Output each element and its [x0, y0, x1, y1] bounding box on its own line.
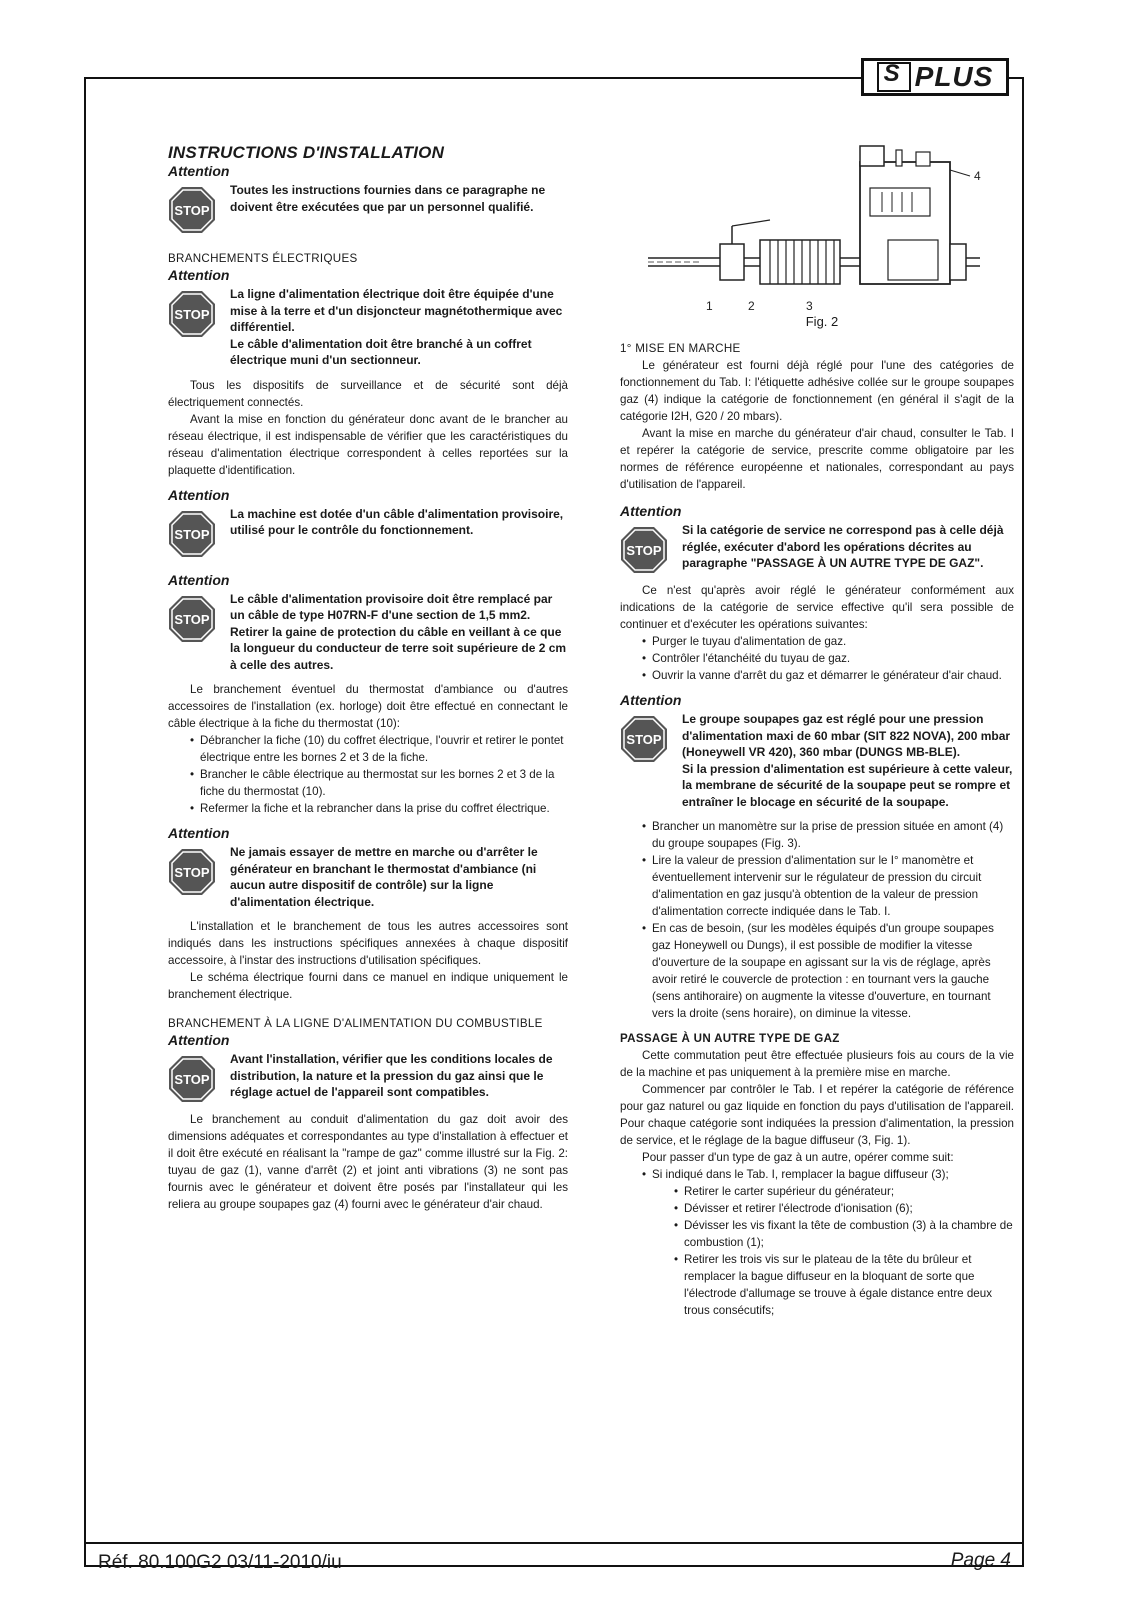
section-heading: BRANCHEMENT À LA LIGNE D'ALIMENTATION DU COMBUSTIBLE	[168, 1017, 543, 1030]
brand-icon	[877, 62, 911, 92]
warning-paragraph: Si la pression d'alimentation est supérieure à cette valeur, la membrane de sécurité de la soupape peut se rompre et entraîner le blocage en sécurité de la soupape.	[682, 761, 1013, 809]
body-paragraph: Avant la mise en marche du générateur d'air chaud, consulter le Tab. I et repérer la catégorie de service, prescrite comme obligatoire par les normes de référence européenne et nationales, correspondant au pays d'utilisation de l'appareil.	[620, 427, 1014, 491]
left-column	[168, 144, 568, 1213]
figure-label: 1	[706, 299, 713, 313]
attention-heading: Attention	[620, 503, 682, 519]
warning-block	[620, 522, 1014, 574]
list-item: • Brancher un manomètre sur la prise de pression située en amont (4) du groupe soupapes (Fig. 3).	[642, 818, 1014, 852]
body-paragraph: Tous les dispositifs de surveillance et de sécurité sont déjà électriquement connectés.	[168, 378, 568, 409]
list-item: • Dévisser et retirer l'électrode d'ionisation (6);	[674, 1200, 1014, 1217]
right-column	[620, 140, 1014, 1319]
list-item: • Contrôler l'étanchéité du tuyau de gaz.	[642, 650, 1014, 667]
list-item: • Brancher le câble électrique au thermostat sur les bornes 2 et 3 de la fiche du thermostat (10).	[190, 766, 568, 800]
stop-icon	[620, 715, 668, 763]
bullet-list	[620, 818, 1014, 1022]
section-heading: PASSAGE À UN AUTRE TYPE DE GAZ	[620, 1032, 840, 1045]
attention-heading: Attention	[620, 692, 682, 708]
bullet-list	[620, 633, 1014, 684]
body-paragraph: Le schéma électrique fourni dans ce manuel en indique uniquement le branchement électrique.	[168, 971, 568, 1001]
page-number: Page 4	[950, 1550, 1011, 1571]
body-paragraph: Ce n'est qu'après avoir réglé le générateur conformément aux indications de la catégorie de service effective qu'il sera possible de continuer et d'exécuter les opérations suivantes:	[620, 584, 1014, 631]
body-paragraph: Pour passer d'un type de gaz à un autre, opérer comme suit:	[642, 1151, 954, 1164]
warning-block	[168, 1051, 568, 1103]
section-heading: BRANCHEMENTS ÉLECTRIQUES	[168, 252, 358, 265]
body-paragraph: Le branchement au conduit d'alimentation du gaz doit avoir des dimensions adéquates et correspondantes au type d'installation à effectuer et il doit être exécuté en réalisant la "rampe de gaz" comme illustré sur la Fig. 2: tuyau de gaz (1), vanne d'arrêt (2) et joint anti vibrations (3) ne sont pas fournis avec le générateur et doivent être posés par l'installateur qui les reliera au groupe soupapes gaz (4) fourni avec le générateur d'air chaud.	[168, 1113, 568, 1211]
warning-block	[168, 591, 568, 674]
warning-paragraph: La ligne d'alimentation électrique doit être équipée d'une mise à la terre et d'un disjoncteur magnétothermique avec différentiel.	[230, 287, 563, 334]
warning-block	[168, 506, 568, 558]
stop-icon	[168, 1055, 216, 1103]
warning-text	[682, 711, 1014, 810]
stop-icon	[168, 848, 216, 896]
figure-gas-ramp	[620, 140, 1014, 325]
list-item: • Si indiqué dans le Tab. I, remplacer la bague diffuseur (3);	[642, 1166, 1014, 1183]
figure-label: 4	[974, 169, 981, 183]
footer-divider	[84, 1542, 1024, 1544]
body-paragraph: Le générateur est fourni déjà réglé pour l'une des catégories de fonctionnement du Tab. I: l'étiquette adhésive collée sur le groupe soupapes gaz (4) indique la catégorie de fonctionnement (en général il s'agit de la catégorie I2H, G20 / 20 mbars).	[620, 359, 1014, 423]
body-paragraph: Cette commutation peut être effectuée plusieurs fois au cours de la vie de la machine et pas uniquement à la première mise en marche.	[620, 1049, 1014, 1079]
attention-heading: Attention	[168, 1032, 230, 1048]
list-item: • Refermer la fiche et la rebrancher dans la prise du coffret électrique.	[190, 800, 568, 817]
body-paragraph: Avant la mise en fonction du générateur donc avant de le brancher au réseau électrique, il est indispensable de vérifier que les caractéristiques du réseau d'alimentation électrique correspondent à celles reportées sur la plaquette d'identification.	[168, 412, 568, 477]
warning-paragraph: Le câble d'alimentation doit être branché à un coffret électrique muni d'un sectionneur.	[230, 336, 532, 367]
brand-logo	[861, 58, 1009, 96]
figure-label: 3	[806, 299, 813, 313]
list-item: • Retirer les trois vis sur le plateau de la tête du brûleur et remplacer la bague diffuseur en la bloquant de sorte que l'électrode d'allumage se trouve à égale distance entre deux trous consécutifs;	[674, 1251, 1014, 1319]
warning-block	[168, 844, 568, 910]
body-paragraph: L'installation et le branchement de tous les autres accessoires sont indiqués dans les instructions spécifiques annexées à chaque dispositif accessoire, à l'instar des instructions d'utilisation spécifiques.	[168, 920, 568, 967]
warning-text: Si la catégorie de service ne correspond pas à celle déjà réglée, exécuter d'abord les opérations décrites au paragraphe "PASSAGE À UN AUTRE TYPE DE GAZ".	[682, 523, 1004, 570]
warning-block	[168, 182, 568, 234]
warning-text	[230, 286, 568, 369]
figure-label: 2	[748, 299, 755, 313]
page-title: INSTRUCTIONS D'INSTALLATION	[168, 143, 445, 162]
list-item: • En cas de besoin, (sur les modèles équipés d'un groupe soupapes gaz Honeywell ou Dungs), il est possible de modifier la vitesse d'ouverture de la soupape en agissant sur la vis de réglage, après avoir retiré le couvercle de protection : en tournant vers la gauche (sens antihoraire) on augmente la vitesse d'ouverture, en tournant vers la droite (sens horaire), on diminue la vitesse.	[642, 920, 1014, 1022]
footer-reference: Réf. 80.100G2 03/11-2010/iu	[98, 1552, 342, 1573]
warning-block	[168, 286, 568, 369]
attention-heading: Attention	[168, 571, 230, 588]
sub-bullet-list	[620, 1183, 1014, 1319]
stop-icon	[168, 595, 216, 643]
warning-text: Avant l'installation, vérifier que les conditions locales de distribution, la nature et la pression du gaz ainsi que le réglage actuel de l'appareil sont compatibles.	[230, 1052, 553, 1099]
brand-text: PLUS	[914, 61, 994, 92]
attention-heading: Attention	[168, 163, 230, 179]
stop-icon	[168, 290, 216, 338]
gas-ramp-diagram	[620, 140, 1014, 320]
attention-heading: Attention	[168, 486, 230, 503]
warning-paragraph: Le groupe soupapes gaz est réglé pour une pression d'alimentation maxi de 60 mbar (SIT 822 NOVA), 200 mbar (Honeywell VR 420), 360 mbar (DUNGS MB-BLE).	[682, 712, 1011, 759]
stop-icon	[168, 186, 216, 234]
attention-heading: Attention	[168, 825, 230, 841]
figure-caption: Fig. 2	[805, 314, 839, 329]
stop-icon	[168, 510, 216, 558]
warning-text: Toutes les instructions fournies dans ce paragraphe ne doivent être exécutées que par un personnel qualifié.	[230, 183, 546, 214]
warning-text: Ne jamais essayer de mettre en marche ou d'arrêter le générateur en branchant le thermostat d'ambiance (ni aucun autre dispositif de contrôle) sur la ligne d'alimentation électrique.	[230, 845, 538, 909]
warning-text: Le câble d'alimentation provisoire doit être remplacé par un câble de type H07RN-F d'une section de 1,5 mm2. Retirer la gaine de protection du câble en veillant à ce que la longueur du conducteur de terre soit supérieure de 2 cm à celle des autres.	[230, 591, 567, 672]
bullet-list	[168, 732, 568, 817]
body-paragraph: Commencer par contrôler le Tab. I et repérer la catégorie de référence pour gaz naturel ou gaz liquide en fonction du pays d'utilisation de l'appareil. Pour chaque catégorie sont indiquées la pression d'alimentation, la pression de service, et le réglage de la bague diffuseur (3, Fig. 1).	[620, 1083, 1014, 1147]
body-paragraph: Le branchement éventuel du thermostat d'ambiance ou d'autres accessoires de l'installation (ex. horloge) doit être effectué en connectant le câble électrique à la fiche du thermostat (10):	[168, 683, 568, 730]
list-item: • Retirer le carter supérieur du générateur;	[674, 1183, 1014, 1200]
list-item: • Purger le tuyau d'alimentation de gaz.	[642, 633, 1014, 650]
warning-block	[620, 711, 1014, 810]
attention-heading: Attention	[168, 267, 230, 283]
list-item: • Ouvrir la vanne d'arrêt du gaz et démarrer le générateur d'air chaud.	[642, 667, 1014, 684]
list-item: • Dévisser les vis fixant la tête de combustion (3) à la chambre de combustion (1);	[674, 1217, 1014, 1251]
list-item: • Lire la valeur de pression d'alimentation sur le I° manomètre et éventuellement intervenir sur le régulateur de pression du circuit d'alimentation en gaz jusqu'à obtention de la valeur de pression d'alimentation correcte indiquée dans le Tab. I.	[642, 852, 1014, 920]
bullet-list	[620, 1166, 1014, 1183]
section-heading: 1° MISE EN MARCHE	[620, 342, 741, 355]
warning-text: La machine est dotée d'un câble d'alimentation provisoire, utilisé pour le contrôle du fonctionnement.	[230, 506, 564, 537]
list-item: • Débrancher la fiche (10) du coffret électrique, l'ouvrir et retirer le pontet électrique entre les bornes 2 et 3 de la fiche.	[190, 732, 568, 766]
stop-icon	[620, 526, 668, 574]
